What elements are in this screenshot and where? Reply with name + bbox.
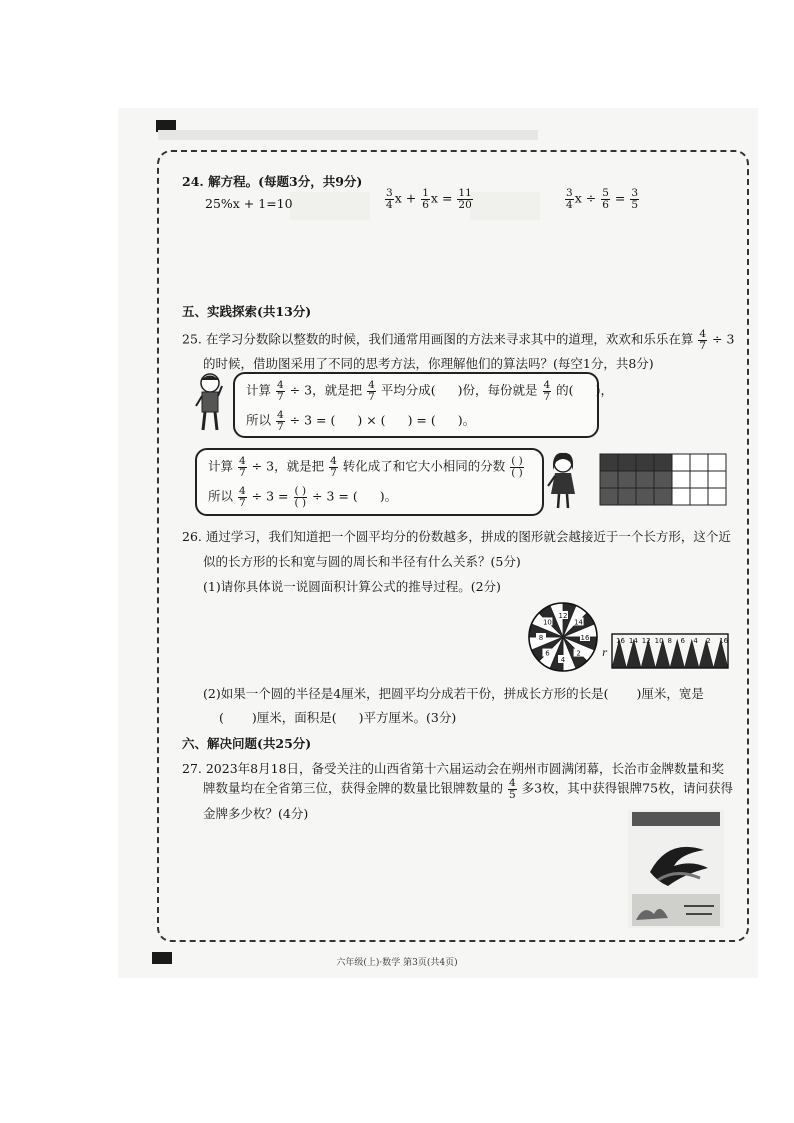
- grid-cell: [636, 488, 654, 505]
- wheel-label: 4: [560, 656, 566, 664]
- q24-equation-1: 25%x + 1=10: [205, 196, 293, 211]
- q24-equation-3: $\frac{3}{4}$ x ÷ $\frac{5}{6}$ = $\frac{3}{5}$: [566, 187, 639, 211]
- wheel-label: 2: [576, 649, 581, 658]
- q25-line2: 的时候，借助图采用了不同的思考方法，你理解他们的算法吗？(每空1分，共8分): [203, 356, 654, 371]
- wheel-label: 10: [542, 618, 552, 627]
- bleed-through: [470, 192, 540, 220]
- grid-cell: [600, 454, 618, 471]
- q27-line1: 27. 2023年8月18日，备受关注的山西省第十六届运动会在朔州市圆满闭幕，长治市金牌数量和奖: [182, 761, 725, 776]
- strip-label: 2: [706, 637, 711, 645]
- sports-games-logo-image: [628, 810, 724, 928]
- strip-label: 16: [719, 637, 729, 645]
- wheel-label: 8: [538, 634, 544, 642]
- wheel-label: 16: [580, 634, 590, 642]
- q24-heading: 24. 解方程。(每题3分，共9分): [182, 174, 363, 189]
- fraction-grid-diagram: [598, 452, 728, 508]
- grid-cell: [708, 471, 726, 488]
- box1-line1: 计算 $\frac{4}{7}$ ÷ 3，就是把 $\frac{4}{7}$ 平均分成( )份，每份就是 $\frac{4}{7}$ 的( )，: [246, 379, 613, 403]
- q27-line3: 金牌多少枚？(4分): [203, 806, 309, 821]
- q24-equation-2: $\frac{3}{4}$ x + $\frac{1}{6}$ x = $\frac{11}{20}$: [386, 187, 472, 211]
- strip-label: 12: [641, 637, 651, 645]
- q27-line2: 牌数量均在全省第三位，获得金牌的数量比银牌数量的 $\frac{4}{5}$ 多3枚，其中获得银牌75枚，请问获得: [203, 777, 734, 801]
- grid-cell: [708, 488, 726, 505]
- q26-line1: 26. 通过学习，我们知道把一个圆平均分的份数越多，拼成的图形就会越接近于一个长方形，这个近: [182, 529, 731, 544]
- bleed-through: [290, 192, 370, 220]
- grid-cell: [600, 488, 618, 505]
- rearranged-rectangle-diagram: [600, 630, 730, 672]
- girl-figure: [546, 452, 580, 510]
- grid-cell: [618, 471, 636, 488]
- strip-label: 8: [667, 637, 673, 645]
- grid-cell: [708, 454, 726, 471]
- faded-header: [158, 130, 538, 140]
- strip-label: 4: [693, 637, 698, 645]
- page-footer: 六年级(上)·数学 第3页(共4页): [336, 958, 458, 968]
- section5-heading: 五、实践探索(共13分): [182, 304, 312, 319]
- boy-figure: [192, 372, 228, 434]
- grid-cell: [618, 488, 636, 505]
- grid-cell: [672, 454, 690, 471]
- grid-cell: [600, 471, 618, 488]
- wheel-label: 14: [574, 618, 584, 627]
- grid-cell: [672, 488, 690, 505]
- wheel-label: 12: [558, 612, 568, 620]
- strip-label: 14: [628, 637, 638, 645]
- strip-label: 16: [616, 637, 625, 645]
- grid-cell: [690, 454, 708, 471]
- grid-cell: [690, 471, 708, 488]
- radius-label: r: [602, 648, 607, 659]
- q25-line1: 25. 在学习分数除以整数的时候，我们通常用画图的方法来寻求其中的道理，欢欢和乐乐在算 $\frac{4}{7}$ ÷ 3: [182, 328, 735, 352]
- grid-cell: [618, 454, 636, 471]
- strip-label: 10: [654, 637, 664, 645]
- q26-sub1: (1)请你具体说一说圆面积计算公式的推导过程。(2分): [203, 579, 501, 594]
- grid-cell: [672, 471, 690, 488]
- circle-sectors-diagram: [526, 600, 600, 674]
- box1-line2: 所以 $\frac{4}{7}$ ÷ 3 = ( ) × ( ) = ( )。: [246, 409, 476, 433]
- box2-line2: 所以 $\frac{4}{7}$ ÷ 3 = $\frac{( )}{( )}$ ÷ 3 = ( )。: [208, 485, 398, 509]
- strip-label: 6: [680, 637, 685, 645]
- grid-cell: [690, 488, 708, 505]
- wheel-label: 6: [545, 649, 550, 658]
- grid-cell: [654, 454, 672, 471]
- q26-sub2-line2: ( )厘米，面积是( )平方厘米。(3分): [219, 710, 457, 725]
- q26-sub2-line1: (2)如果一个圆的半径是4厘米，把圆平均分成若干份，拼成长方形的长是( )厘米，宽是: [203, 686, 704, 701]
- grid-cell: [636, 471, 654, 488]
- q26-line2: 似的长方形的长和宽与圆的周长和半径有什么关系？(5分): [203, 554, 521, 569]
- grid-cell: [654, 488, 672, 505]
- grid-cell: [654, 471, 672, 488]
- section6-heading: 六、解决问题(共25分): [182, 736, 312, 751]
- box2-line1: 计算 $\frac{4}{7}$ ÷ 3，就是把 $\frac{4}{7}$ 转化成了和它大小相同的分数 $\frac{( )}{( )}$: [208, 455, 523, 479]
- grid-cell: [636, 454, 654, 471]
